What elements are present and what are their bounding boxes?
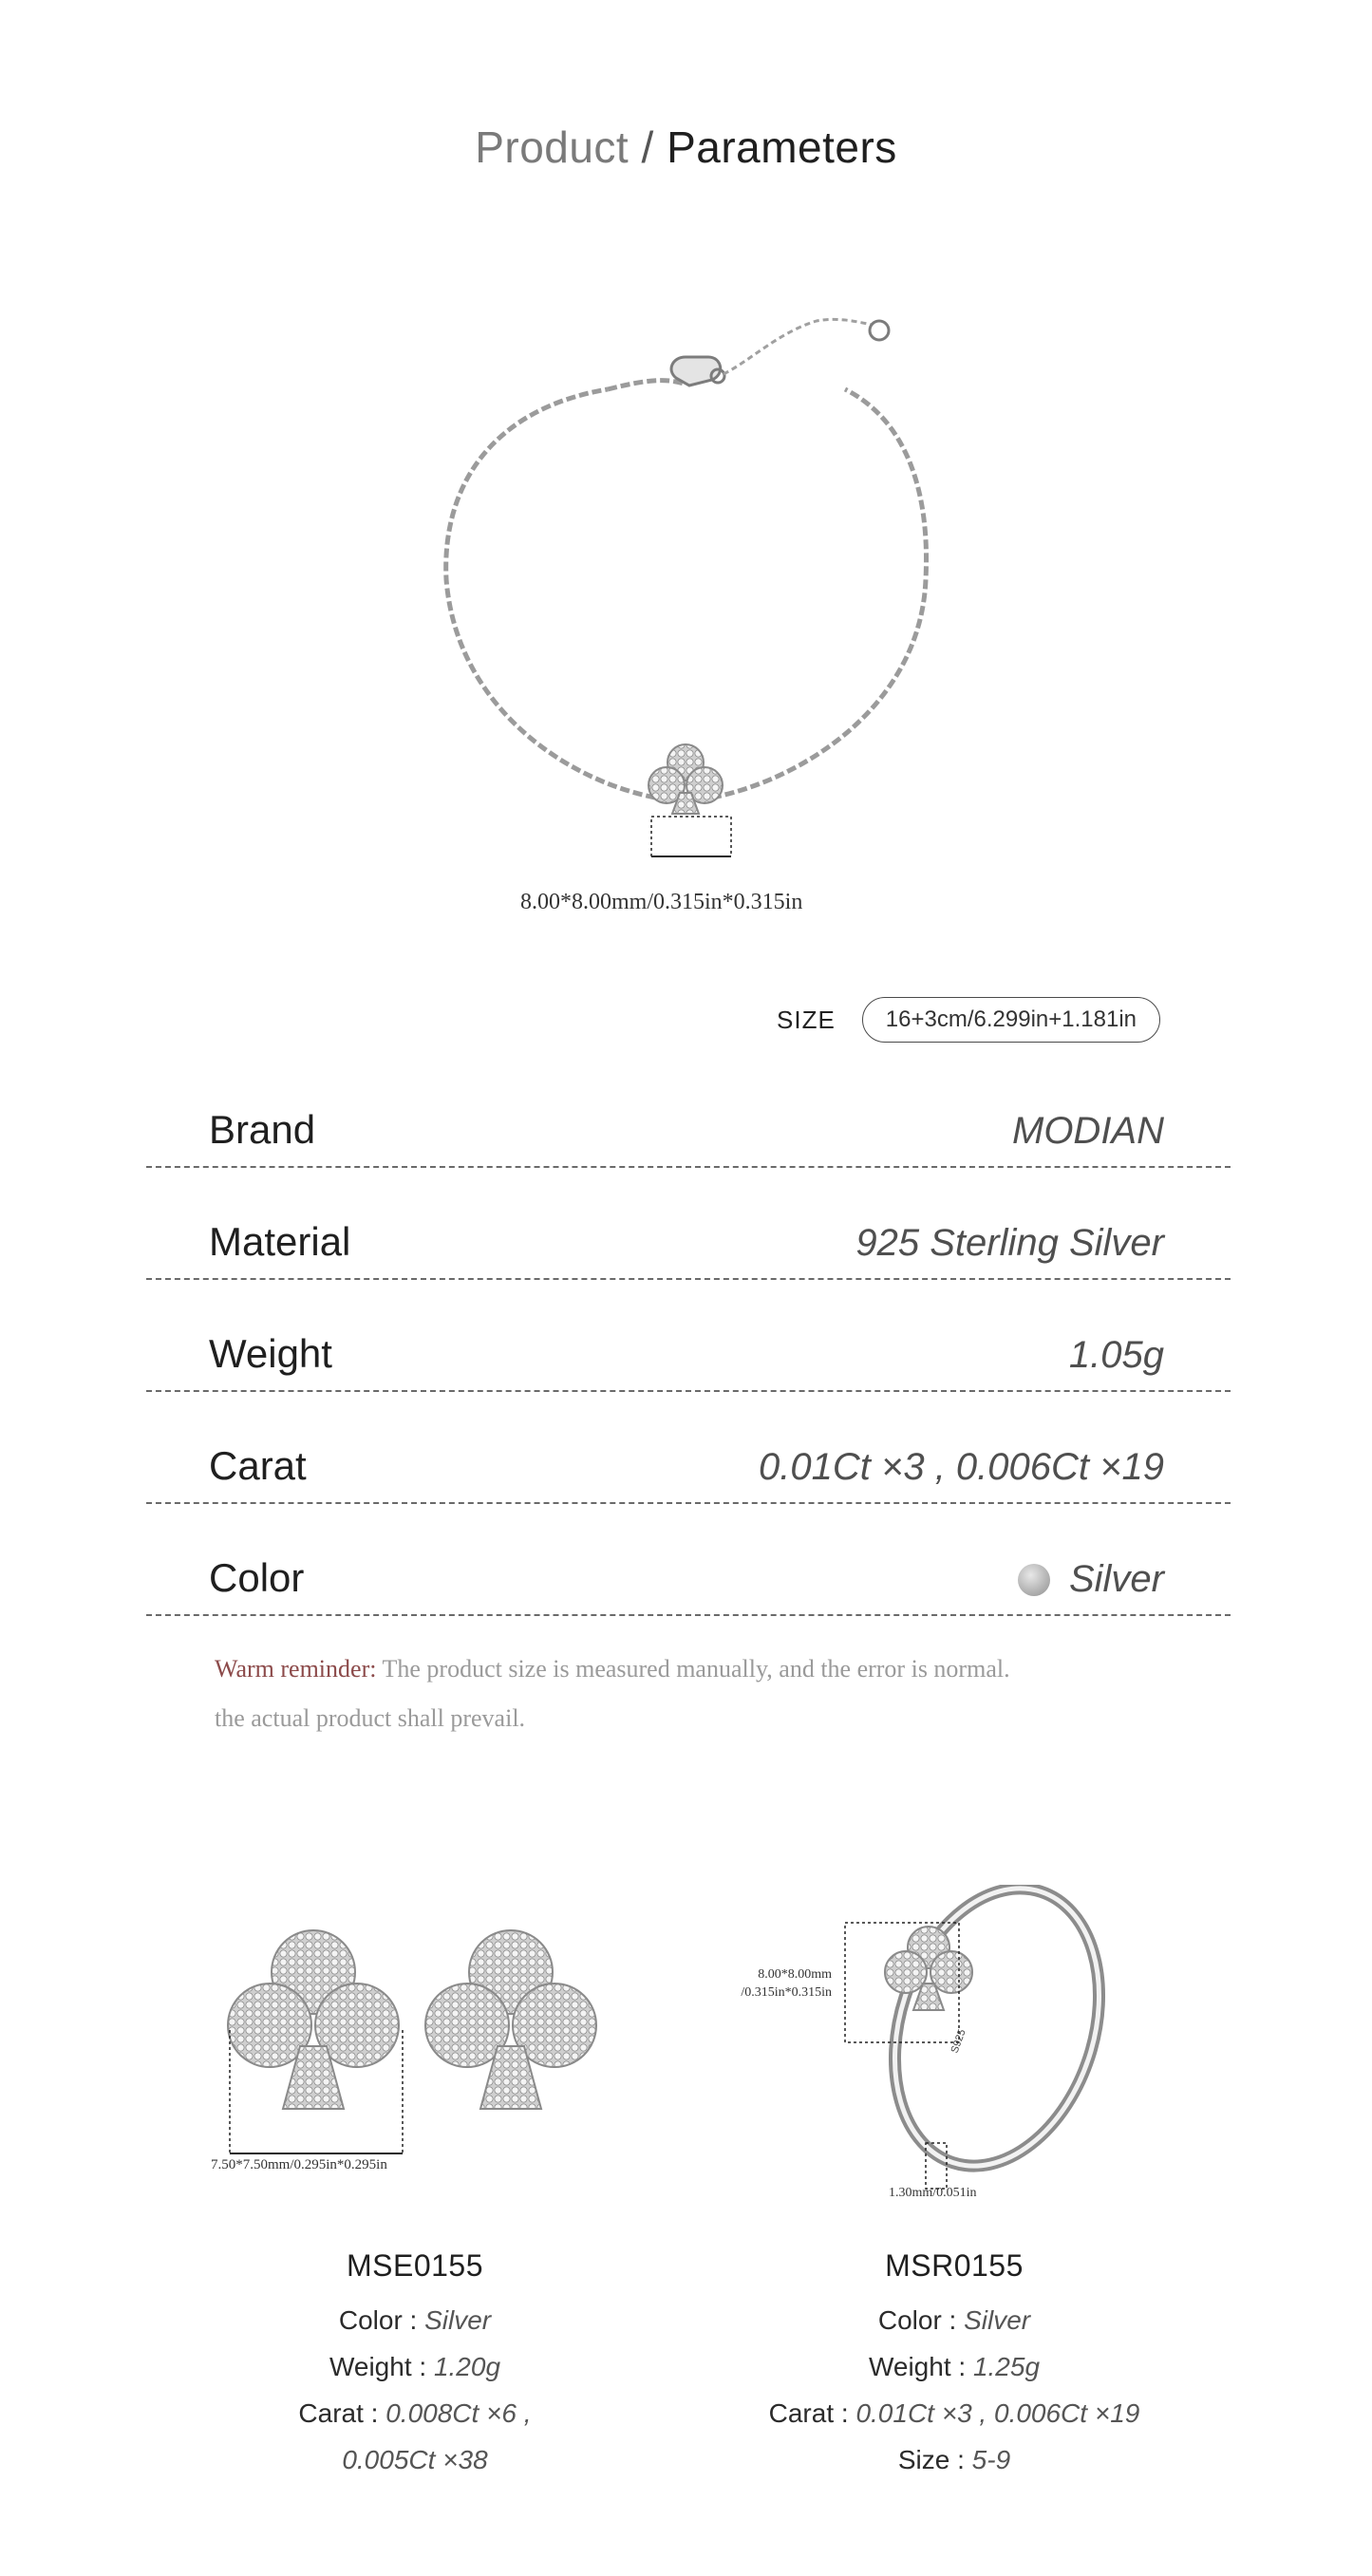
earrings-color: Color : Silver (338, 2305, 492, 2335)
ring-dimension-line-1: 8.00*8.00mm (758, 1967, 832, 1982)
ring-dimension (731, 1965, 832, 2002)
param-value (1018, 1558, 1164, 1601)
earrings-weight: Weight : 1.20g (329, 2352, 501, 2381)
ring-weight: Weight : 1.25g (868, 2352, 1041, 2381)
reminder-line-1: The product size is measured manually, and the error is normal. (376, 1655, 1010, 1683)
bracelet-image (418, 304, 949, 912)
ring-dimension-line-2: /0.315in*0.315in (741, 1985, 832, 2000)
reminder-prefix: Warm reminder: (215, 1655, 377, 1683)
ring-code: MSR0155 (885, 2248, 1024, 2283)
param-row-brand (146, 1056, 1231, 1168)
param-label: Color (209, 1555, 305, 1600)
param-value: 0.01Ct ×3 , 0.006Ct ×19 (759, 1446, 1164, 1488)
size-row (777, 997, 1160, 1043)
param-row-carat (146, 1392, 1231, 1504)
param-value: 1.05g (1068, 1334, 1164, 1376)
bracelet-dimension: 8.00*8.00mm/0.315in*0.315in (520, 890, 803, 914)
param-row-material (146, 1168, 1231, 1280)
ring-carat: Carat : 0.01Ct ×3 , 0.006Ct ×19 (768, 2398, 1140, 2428)
title-separator: / (641, 122, 654, 172)
ring-info-card (688, 2248, 1220, 2483)
earrings-carat-cont: 0.005Ct ×38 (342, 2445, 488, 2474)
param-row-weight (146, 1280, 1231, 1392)
size-label: SIZE (777, 1005, 836, 1034)
param-value: 925 Sterling Silver (855, 1222, 1164, 1264)
ring-color: Color : Silver (877, 2305, 1031, 2335)
param-label: Brand (209, 1107, 316, 1152)
color-swatch-icon (1018, 1564, 1050, 1596)
reminder-line-2: the actual product shall prevail. (215, 1704, 526, 1732)
warm-reminder (215, 1645, 1010, 1743)
param-label: Material (209, 1219, 351, 1264)
param-label: Carat (209, 1443, 307, 1488)
ring-band-dimension: 1.30mm/0.051in (889, 2186, 977, 2200)
earrings-code: MSE0155 (346, 2248, 484, 2283)
earrings-info-card (149, 2248, 681, 2483)
earrings-carat: Carat : 0.008Ct ×6 , (298, 2398, 532, 2428)
ring-image (836, 1885, 1120, 2212)
color-value-text: Silver (1068, 1558, 1164, 1600)
title-product: Product (475, 122, 630, 172)
size-value-pill: 16+3cm/6.299in+1.181in (862, 997, 1160, 1043)
param-label: Weight (209, 1331, 332, 1376)
earrings-dimension: 7.50*7.50mm/0.295in*0.295in (211, 2157, 387, 2172)
page-title (0, 122, 1372, 173)
ring-band-mark: S925 (949, 2027, 968, 2056)
param-row-color (146, 1504, 1231, 1616)
param-value: MODIAN (1012, 1110, 1164, 1152)
title-parameters: Parameters (667, 122, 897, 172)
ring-size: Size : 5-9 (897, 2445, 1011, 2474)
